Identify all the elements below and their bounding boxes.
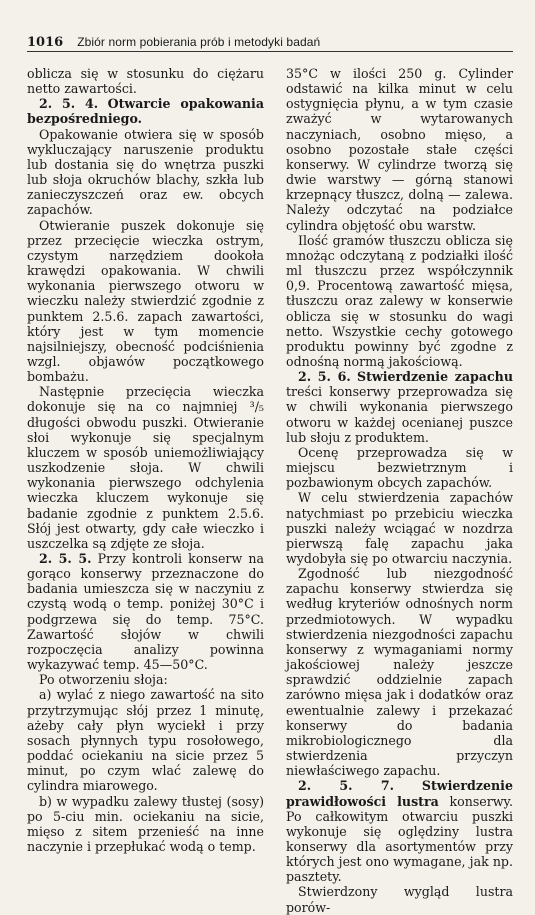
- paragraph: Opakowanie otwiera się w sposób wykluczający naruszenie produktu lub dostania się do wnętrza puszki lub słoja okruchów blachy, szkła lub zanieczyszczeń oraz ew. obcych zapachów.: [27, 126, 264, 218]
- section-title: Stwierdzenie prawidłowości lustra: [286, 778, 513, 809]
- section-body: treści konserwy przeprowadza się w chwili wykonania pierwszego otworu w każdej ocenianej puszce lub słoju z produktem.: [286, 384, 513, 445]
- section-number: 2. 5. 4.: [39, 96, 99, 112]
- section-title: Otwarcie opakowania bezpośredniego.: [27, 96, 264, 127]
- paragraph: Ilość gramów tłuszczu oblicza się mnożąc odczytaną z podziałki ilość ml tłuszczu przez współczynnik 0,9. Procentową zawartość mięsa, tłuszczu oraz zalewy w konserwie oblicza się w stosunku do wagi netto. Wszystkie cechy gotowego produktu powinny być zgodne z odnośną normą jakościową.: [286, 232, 513, 369]
- paragraph: Ocenę przeprowadza się w miejscu bezwietrznym i pozbawionym obcych zapachów.: [286, 444, 513, 491]
- paragraph: Po otworzeniu słoja:: [39, 672, 168, 688]
- paragraph: Otwieranie puszek dokonuje się przez przecięcie wieczka ostrym, czystym narzędziem dookoła krawędzi opakowania. W chwili wykonania pierwszego otworu w wieczku należy stwierdzić zgodnie z punktem 2.5.6. zapach zawartości, który jest w tym momencie najsilniejszy, obecność podciśnienia wzgl. objawów początkowego bombażu.: [27, 217, 264, 385]
- paragraph: b) w wypadku zalewy tłustej (sosy) po 5-ciu min. ociekaniu na sicie, mięso z sitem przenieść na inne naczynie i przepłukać wodą o temp.: [27, 793, 264, 854]
- right-column: [286, 66, 513, 915]
- section-body: Przy kontroli konserw na gorąco konserwy przeznaczone do badania umieszcza się w naczyniu z czystą wodą o temp. poniżej 30°C i podgrzewa się do temp. 75°C. Zawartość słojów w chwili rozpoczęcia analizy powinna wykazywać temp. 45—50°C.: [27, 551, 264, 673]
- section-paragraph: [27, 96, 264, 126]
- page-number: 1016: [27, 35, 64, 50]
- section-number: 2. 5. 6.: [298, 369, 351, 385]
- left-column: [27, 66, 264, 854]
- page-header: [27, 33, 513, 52]
- paragraph: Zgodność lub niezgodność zapachu konserwy stwierdza się według kryteriów odnośnych norm przedmiotowych. W wypadku stwierdzenia niezgodności zapachu konserwy z wymaganiami normy jakościowej należy jeszcze sprawdzić oddzielnie zapach zarówno mięsa jak i dodatków oraz ewentualnie zalewy i przekazać konserwy do badania mikrobiologicznego dla stwierdzenia przyczyn niewłaściwego zapachu.: [286, 566, 513, 779]
- section-paragraph: [27, 551, 264, 672]
- paragraph: a) wylać z niego zawartość na sito przytrzymując słój przez 1 minutę, ażeby cały płyn wyciekł i przy sosach płynnych typu rosołowego, poddać ociekaniu na sicie przez 5 minut, po czym wlać zalewę do cylindra miarowego.: [27, 687, 264, 794]
- paragraph: W celu stwierdzenia zapachów natychmiast po przebiciu wieczka puszki należy wciągać w nozdrza pierwszą falę zapachu jaka wydobyła się po otwarciu naczynia.: [286, 490, 513, 566]
- paragraph-continuation: 35°C w ilości 250 g. Cylinder odstawić na kilka minut w celu ostygnięcia płynu, a w tym czasie zważyć w wytarowanych naczyniach, osobno mięso, a osobno pozostałe stałe części konserwy. W cylindrze tworzą się dwie warstwy — górną stanowi krzepnący tłuszcz, dolną — zalewa. Należy odczytać na podziałce cylindra objętość obu warstw.: [286, 66, 513, 233]
- paragraph: Następnie przecięcia wieczka dokonuje się na co najmniej ³/₅ długości obwodu puszki. Otwieranie słoi wykonuje się specjalnym kluczem w sposób uniemożliwiający uszkodzenie słoja. W chwili wykonania pierwszego odchylenia wieczka kluczem wykonuje się badanie zgodnie z punktem 2.5.6. Słój jest otwarty, gdy całe wieczko i uszczelka są zdjęte ze słoja.: [27, 384, 264, 551]
- section-body: konserwy. Po całkowitym otwarciu puszki wykonuje się oględziny lustra konserwy dla asortymentów przy których jest ono wymagane, jak np. pasztety.: [286, 793, 513, 885]
- section-title: Stwierdzenie zapachu: [356, 369, 513, 385]
- paragraph: Stwierdzony wygląd lustra porów-: [286, 884, 513, 915]
- section-paragraph: [286, 369, 513, 445]
- running-title: Zbiór norm pobierania prób i metodyki badań: [77, 35, 321, 49]
- section-number: 2. 5. 7.: [298, 778, 394, 794]
- section-paragraph: [286, 778, 513, 884]
- section-number: 2. 5. 5.: [39, 551, 92, 566]
- paragraph-continuation: oblicza się w stosunku do ciężaru netto zawartości.: [27, 66, 264, 97]
